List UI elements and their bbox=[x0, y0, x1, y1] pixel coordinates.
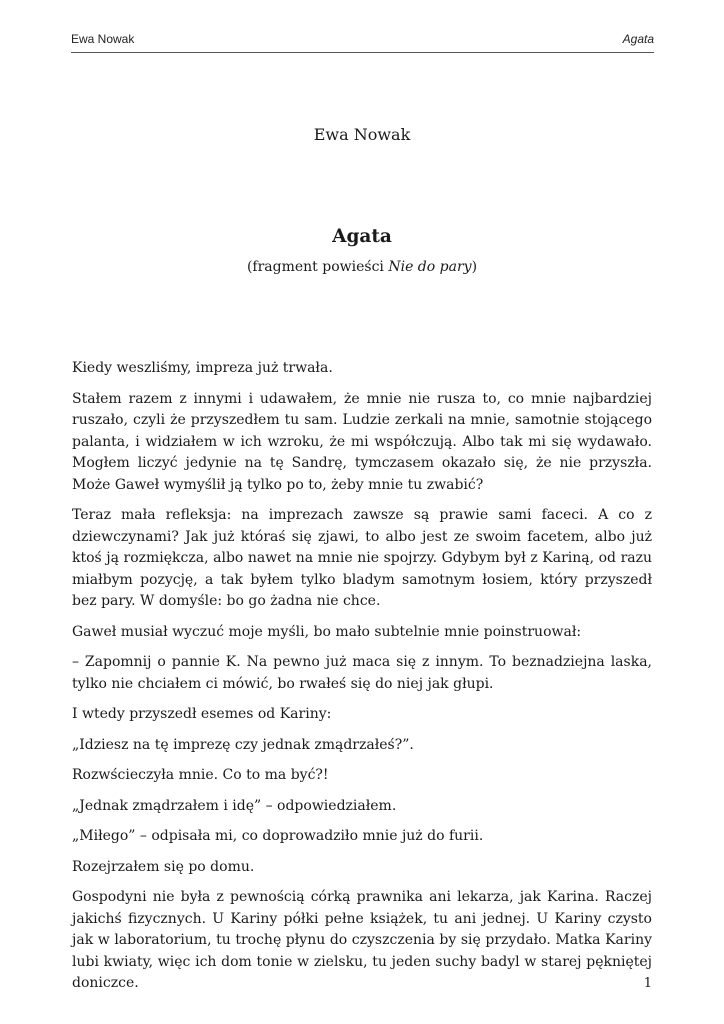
document-subtitle bbox=[0, 259, 724, 275]
paragraph: „Jednak zmądrzałem i idę” – odpowiedziałem. bbox=[72, 797, 397, 814]
author-name: Ewa Nowak bbox=[313, 125, 411, 144]
paragraph: – Zapomnij o pannie K. Na pewno już maca się z innym. To beznadziejna laska, tylko nie chciałem ci mówić, bo rwałeś się do niej jak głupi. bbox=[72, 654, 652, 692]
body-text bbox=[72, 358, 652, 1004]
paragraph: Stałem razem z innymi i udawałem, że mnie nie rusza to, co mnie najbardziej ruszało, czyli że przyszedłem tu sam. Ludzie zerkali na mnie, samotnie stojącego palanta, i widziałem w ich wzroku, że mi współczują. Albo tak mi się wydawało. Mogłem liczyć jedynie na tę Sandrę, tymczasem okazało się, że nie przyszła. Może Gaweł wymyślił ją tylko po to, żeby mnie tu zwabić? bbox=[72, 390, 652, 493]
page-number: 1 bbox=[643, 976, 652, 991]
paragraph: „Idziesz na tę imprezę czy jednak zmądrzałeś?”. bbox=[72, 736, 414, 753]
paragraph: Gaweł musiał wyczuć moje myśli, bo mało subtelnie mnie poinstruował: bbox=[72, 623, 582, 640]
paragraph: Rozwścieczyła mnie. Co to ma być?! bbox=[72, 767, 329, 783]
subtitle-prefix: (fragment powieści bbox=[246, 259, 389, 275]
subtitle-suffix: ) bbox=[471, 259, 478, 275]
subtitle-book-title: Nie do pary bbox=[388, 259, 472, 275]
header-author: Ewa Nowak bbox=[71, 32, 135, 46]
header-title: Agata bbox=[622, 32, 654, 46]
paragraph: Gospodyni nie była z pewnością córką prawnika ani lekarza, jak Karina. Raczej jakichś fizycznych. U Kariny półki pełne książek, tu ani jednej. U Kariny czysto jak w laboratorium, tu trochę płynu do czyszczenia by się przydało. Matka Kariny lubi kwiaty, więc ich dom tonie w zielsku, tu jeden suchy badyl w starej pękniętej doniczce. bbox=[72, 889, 652, 991]
running-header bbox=[71, 30, 654, 53]
document-title: Agata bbox=[332, 226, 392, 247]
paragraph: Teraz mała refleksja: na imprezach zawsze są prawie sami faceci. A co z dziewczynami? Jak już któraś się zjawi, to albo jest ze swoim facetem, albo już ktoś ją rozmiękcza, albo nawet na mnie nie spojrzy. Gdybym był z Kariną, od razu miałbym pozycję, a tak byłem tylko bladym samotnym łosiem, który przyszedł bez pary. W domyśle: bo go żadna nie chce. bbox=[72, 507, 652, 609]
paragraph: I wtedy przyszedł esemes od Kariny: bbox=[72, 706, 332, 722]
paragraph: Kiedy weszliśmy, impreza już trwała. bbox=[72, 360, 333, 376]
paragraph: „Miłego” – odpisała mi, co doprowadziło mnie już do furii. bbox=[72, 828, 484, 844]
paragraph: Rozejrzałem się po domu. bbox=[72, 858, 255, 875]
